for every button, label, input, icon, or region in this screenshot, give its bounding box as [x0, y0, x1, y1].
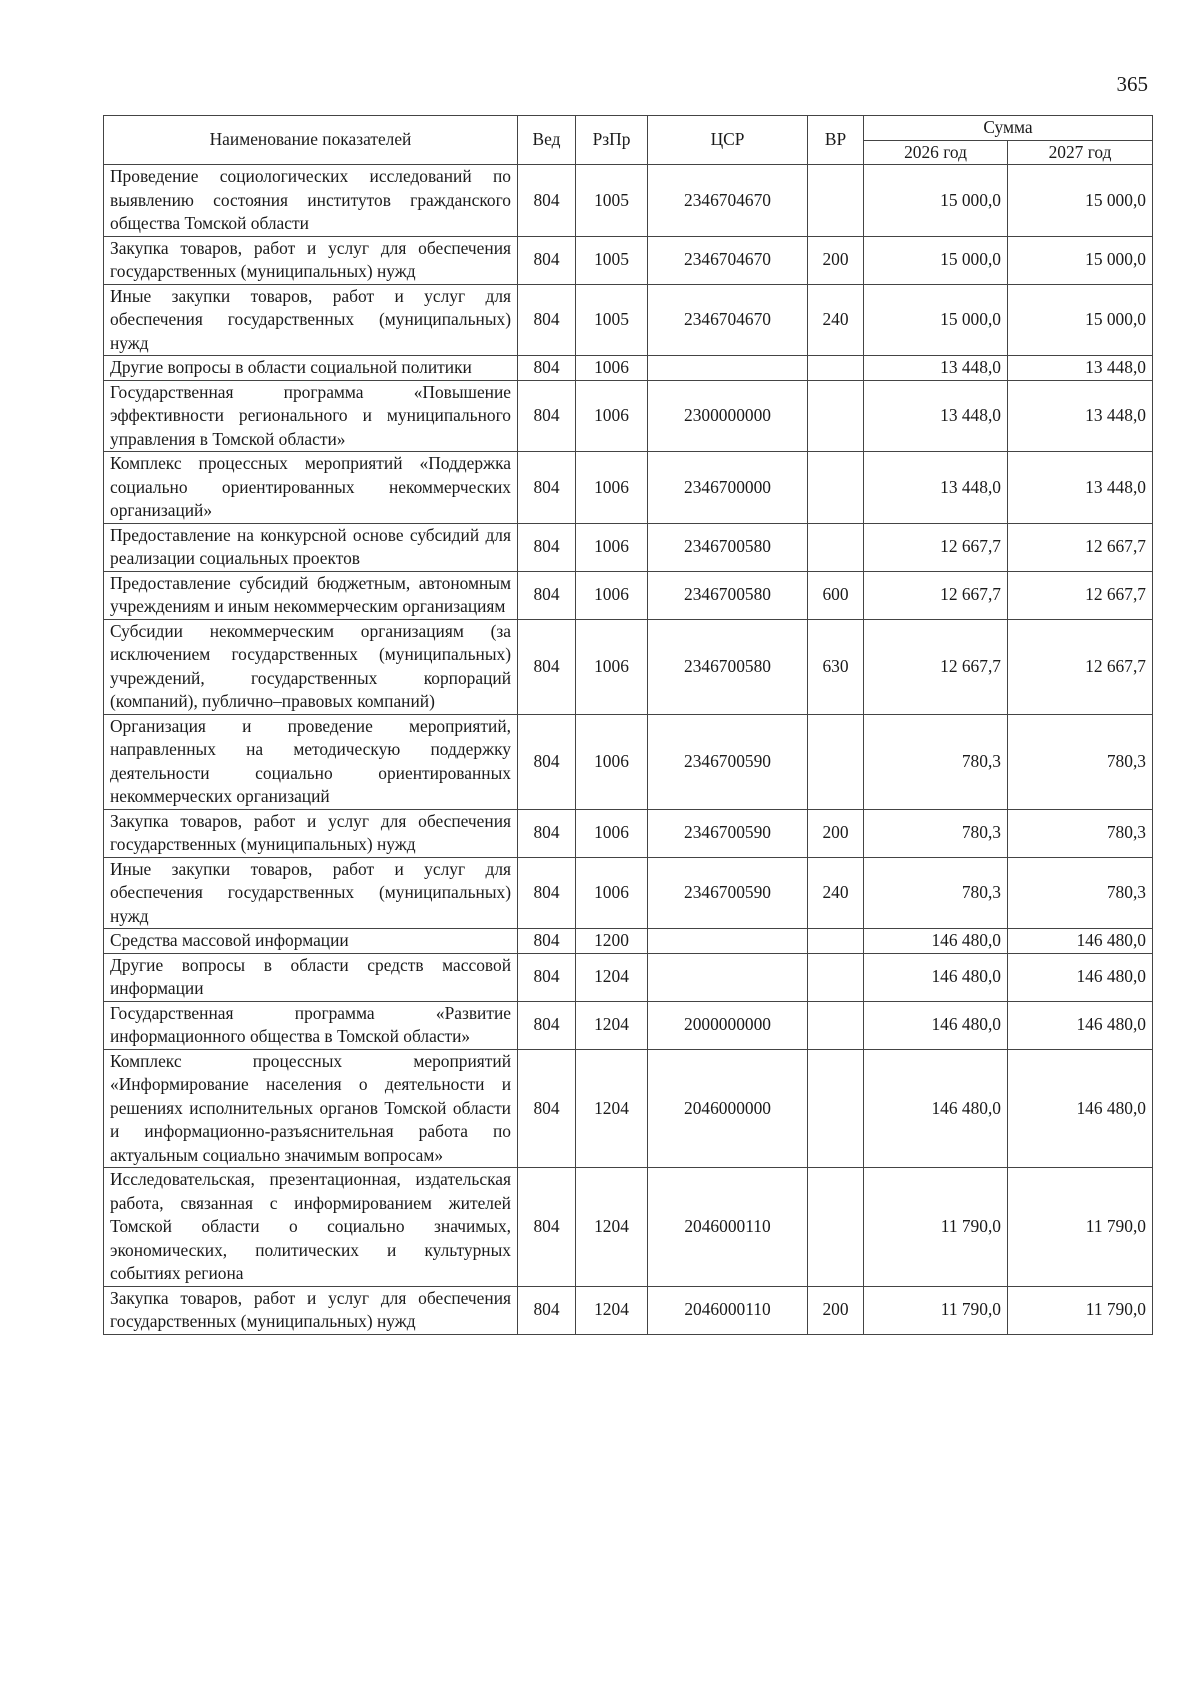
cell-ved: 804 — [518, 1049, 576, 1168]
table-header — [104, 116, 1153, 165]
cell-vr: 600 — [808, 571, 864, 619]
table-row — [104, 929, 1153, 954]
cell-ved: 804 — [518, 809, 576, 857]
cell-name: Исследовательская, презентационная, издательская работа, связанная с информированием жителей Томской области о социально значимых, экономических, политических и культурных событиях региона — [104, 1168, 518, 1287]
table-row — [104, 452, 1153, 524]
cell-csr: 2346700590 — [648, 714, 808, 809]
cell-csr: 2300000000 — [648, 380, 808, 452]
cell-sum-2027: 15 000,0 — [1008, 236, 1153, 284]
cell-rzpr: 1204 — [576, 1168, 648, 1287]
table-body — [104, 165, 1153, 1335]
cell-ved: 804 — [518, 714, 576, 809]
cell-sum-2026: 11 790,0 — [864, 1286, 1008, 1334]
cell-rzpr: 1005 — [576, 165, 648, 237]
cell-ved: 804 — [518, 929, 576, 954]
table-row — [104, 571, 1153, 619]
header-rzpr: РзПр — [576, 116, 648, 165]
cell-vr — [808, 929, 864, 954]
cell-csr: 2346700000 — [648, 452, 808, 524]
cell-name: Предоставление на конкурсной основе субсидий для реализации социальных проектов — [104, 523, 518, 571]
cell-rzpr: 1006 — [576, 380, 648, 452]
cell-sum-2026: 13 448,0 — [864, 380, 1008, 452]
cell-csr — [648, 929, 808, 954]
table-row — [104, 809, 1153, 857]
cell-sum-2026: 146 480,0 — [864, 1049, 1008, 1168]
cell-csr: 2346704670 — [648, 284, 808, 356]
cell-name: Средства массовой информации — [104, 929, 518, 954]
cell-vr: 200 — [808, 1286, 864, 1334]
cell-sum-2026: 146 480,0 — [864, 929, 1008, 954]
cell-sum-2027: 12 667,7 — [1008, 619, 1153, 714]
cell-ved: 804 — [518, 1168, 576, 1287]
table-row — [104, 1286, 1153, 1334]
cell-ved: 804 — [518, 165, 576, 237]
cell-csr: 2346700580 — [648, 619, 808, 714]
header-sum: Сумма — [864, 116, 1153, 141]
cell-rzpr: 1200 — [576, 929, 648, 954]
cell-sum-2026: 146 480,0 — [864, 1001, 1008, 1049]
cell-ved: 804 — [518, 523, 576, 571]
cell-sum-2026: 15 000,0 — [864, 284, 1008, 356]
cell-csr: 2046000110 — [648, 1286, 808, 1334]
cell-sum-2027: 146 480,0 — [1008, 1049, 1153, 1168]
cell-csr: 2346700580 — [648, 523, 808, 571]
cell-vr — [808, 356, 864, 381]
cell-vr: 200 — [808, 236, 864, 284]
cell-sum-2027: 12 667,7 — [1008, 571, 1153, 619]
cell-name: Закупка товаров, работ и услуг для обеспечения государственных (муниципальных) нужд — [104, 236, 518, 284]
cell-vr — [808, 1168, 864, 1287]
cell-rzpr: 1006 — [576, 523, 648, 571]
cell-name: Организация и проведение мероприятий, направленных на методическую поддержку деятельности социально ориентированных некоммерческих организаций — [104, 714, 518, 809]
cell-vr: 200 — [808, 809, 864, 857]
cell-name: Другие вопросы в области средств массовой информации — [104, 953, 518, 1001]
cell-vr: 240 — [808, 857, 864, 929]
cell-vr — [808, 452, 864, 524]
table-row — [104, 284, 1153, 356]
cell-ved: 804 — [518, 619, 576, 714]
cell-rzpr: 1005 — [576, 236, 648, 284]
header-vr: ВР — [808, 116, 864, 165]
cell-vr — [808, 714, 864, 809]
cell-ved: 804 — [518, 284, 576, 356]
cell-ved: 804 — [518, 380, 576, 452]
cell-vr: 240 — [808, 284, 864, 356]
cell-csr — [648, 356, 808, 381]
cell-sum-2027: 13 448,0 — [1008, 452, 1153, 524]
table-row — [104, 380, 1153, 452]
cell-name: Другие вопросы в области социальной политики — [104, 356, 518, 381]
cell-name: Предоставление субсидий бюджетным, автономным учреждениям и иным некоммерческим организациям — [104, 571, 518, 619]
cell-sum-2026: 146 480,0 — [864, 953, 1008, 1001]
cell-ved: 804 — [518, 236, 576, 284]
cell-name: Государственная программа «Развитие информационного общества в Томской области» — [104, 1001, 518, 1049]
cell-rzpr: 1006 — [576, 571, 648, 619]
cell-ved: 804 — [518, 1286, 576, 1334]
cell-name: Проведение социологических исследований по выявлению состояния институтов гражданского общества Томской области — [104, 165, 518, 237]
cell-name: Закупка товаров, работ и услуг для обеспечения государственных (муниципальных) нужд — [104, 809, 518, 857]
cell-sum-2026: 12 667,7 — [864, 619, 1008, 714]
cell-ved: 804 — [518, 1001, 576, 1049]
table-row — [104, 857, 1153, 929]
cell-sum-2027: 12 667,7 — [1008, 523, 1153, 571]
cell-rzpr: 1204 — [576, 1049, 648, 1168]
cell-sum-2027: 13 448,0 — [1008, 356, 1153, 381]
header-csr: ЦСР — [648, 116, 808, 165]
cell-sum-2027: 780,3 — [1008, 857, 1153, 929]
cell-sum-2027: 780,3 — [1008, 809, 1153, 857]
cell-sum-2026: 15 000,0 — [864, 165, 1008, 237]
cell-vr — [808, 953, 864, 1001]
table-row — [104, 165, 1153, 237]
cell-sum-2027: 146 480,0 — [1008, 1001, 1153, 1049]
cell-ved: 804 — [518, 452, 576, 524]
table-row — [104, 1049, 1153, 1168]
cell-csr: 2346704670 — [648, 165, 808, 237]
cell-vr — [808, 1049, 864, 1168]
cell-name: Комплекс процессных мероприятий «Поддержка социально ориентированных некоммерческих организаций» — [104, 452, 518, 524]
table-row — [104, 714, 1153, 809]
cell-name: Иные закупки товаров, работ и услуг для обеспечения государственных (муниципальных) нужд — [104, 284, 518, 356]
table-row — [104, 1001, 1153, 1049]
cell-ved: 804 — [518, 953, 576, 1001]
cell-csr: 2346700590 — [648, 857, 808, 929]
cell-rzpr: 1006 — [576, 452, 648, 524]
cell-vr: 630 — [808, 619, 864, 714]
cell-sum-2027: 15 000,0 — [1008, 165, 1153, 237]
cell-vr — [808, 165, 864, 237]
page-number: 365 — [1116, 72, 1148, 96]
cell-ved: 804 — [518, 857, 576, 929]
cell-sum-2026: 11 790,0 — [864, 1168, 1008, 1287]
cell-csr: 2346704670 — [648, 236, 808, 284]
cell-sum-2027: 13 448,0 — [1008, 380, 1153, 452]
cell-sum-2026: 15 000,0 — [864, 236, 1008, 284]
cell-rzpr: 1204 — [576, 1001, 648, 1049]
table-row — [104, 619, 1153, 714]
table-row — [104, 356, 1153, 381]
header-year-2027: 2027 год — [1008, 140, 1153, 165]
cell-sum-2026: 780,3 — [864, 857, 1008, 929]
cell-rzpr: 1006 — [576, 714, 648, 809]
cell-ved: 804 — [518, 571, 576, 619]
cell-name: Субсидии некоммерческим организациям (за исключением государственных (муниципальных) учреждений, государственных корпораций (компаний), публично–правовых компаний) — [104, 619, 518, 714]
table-row — [104, 523, 1153, 571]
cell-sum-2026: 780,3 — [864, 809, 1008, 857]
cell-vr — [808, 523, 864, 571]
cell-rzpr: 1006 — [576, 809, 648, 857]
cell-rzpr: 1006 — [576, 857, 648, 929]
cell-sum-2027: 780,3 — [1008, 714, 1153, 809]
cell-rzpr: 1006 — [576, 356, 648, 381]
cell-rzpr: 1204 — [576, 953, 648, 1001]
table-row — [104, 1168, 1153, 1287]
cell-sum-2027: 11 790,0 — [1008, 1286, 1153, 1334]
cell-sum-2027: 15 000,0 — [1008, 284, 1153, 356]
header-ved: Вед — [518, 116, 576, 165]
cell-csr — [648, 953, 808, 1001]
cell-csr: 2046000110 — [648, 1168, 808, 1287]
cell-name: Закупка товаров, работ и услуг для обеспечения государственных (муниципальных) нужд — [104, 1286, 518, 1334]
cell-csr: 2046000000 — [648, 1049, 808, 1168]
header-year-2026: 2026 год — [864, 140, 1008, 165]
cell-sum-2027: 11 790,0 — [1008, 1168, 1153, 1287]
cell-sum-2026: 13 448,0 — [864, 452, 1008, 524]
cell-name: Государственная программа «Повышение эффективности регионального и муниципального управления в Томской области» — [104, 380, 518, 452]
cell-vr — [808, 380, 864, 452]
cell-name: Комплекс процессных мероприятий «Информирование населения о деятельности и решениях исполнительных органов Томской области и информационно-разъяснительная работа по актуальным социально значимым вопросам» — [104, 1049, 518, 1168]
cell-rzpr: 1006 — [576, 619, 648, 714]
cell-csr: 2346700580 — [648, 571, 808, 619]
table-row — [104, 236, 1153, 284]
cell-sum-2026: 12 667,7 — [864, 571, 1008, 619]
table-row — [104, 953, 1153, 1001]
cell-rzpr: 1204 — [576, 1286, 648, 1334]
cell-vr — [808, 1001, 864, 1049]
cell-rzpr: 1005 — [576, 284, 648, 356]
cell-sum-2027: 146 480,0 — [1008, 953, 1153, 1001]
cell-sum-2026: 780,3 — [864, 714, 1008, 809]
cell-sum-2026: 13 448,0 — [864, 356, 1008, 381]
cell-csr: 2346700590 — [648, 809, 808, 857]
cell-csr: 2000000000 — [648, 1001, 808, 1049]
budget-table — [103, 115, 1153, 1335]
cell-ved: 804 — [518, 356, 576, 381]
header-name: Наименование показателей — [104, 116, 518, 165]
cell-name: Иные закупки товаров, работ и услуг для обеспечения государственных (муниципальных) нужд — [104, 857, 518, 929]
cell-sum-2026: 12 667,7 — [864, 523, 1008, 571]
cell-sum-2027: 146 480,0 — [1008, 929, 1153, 954]
